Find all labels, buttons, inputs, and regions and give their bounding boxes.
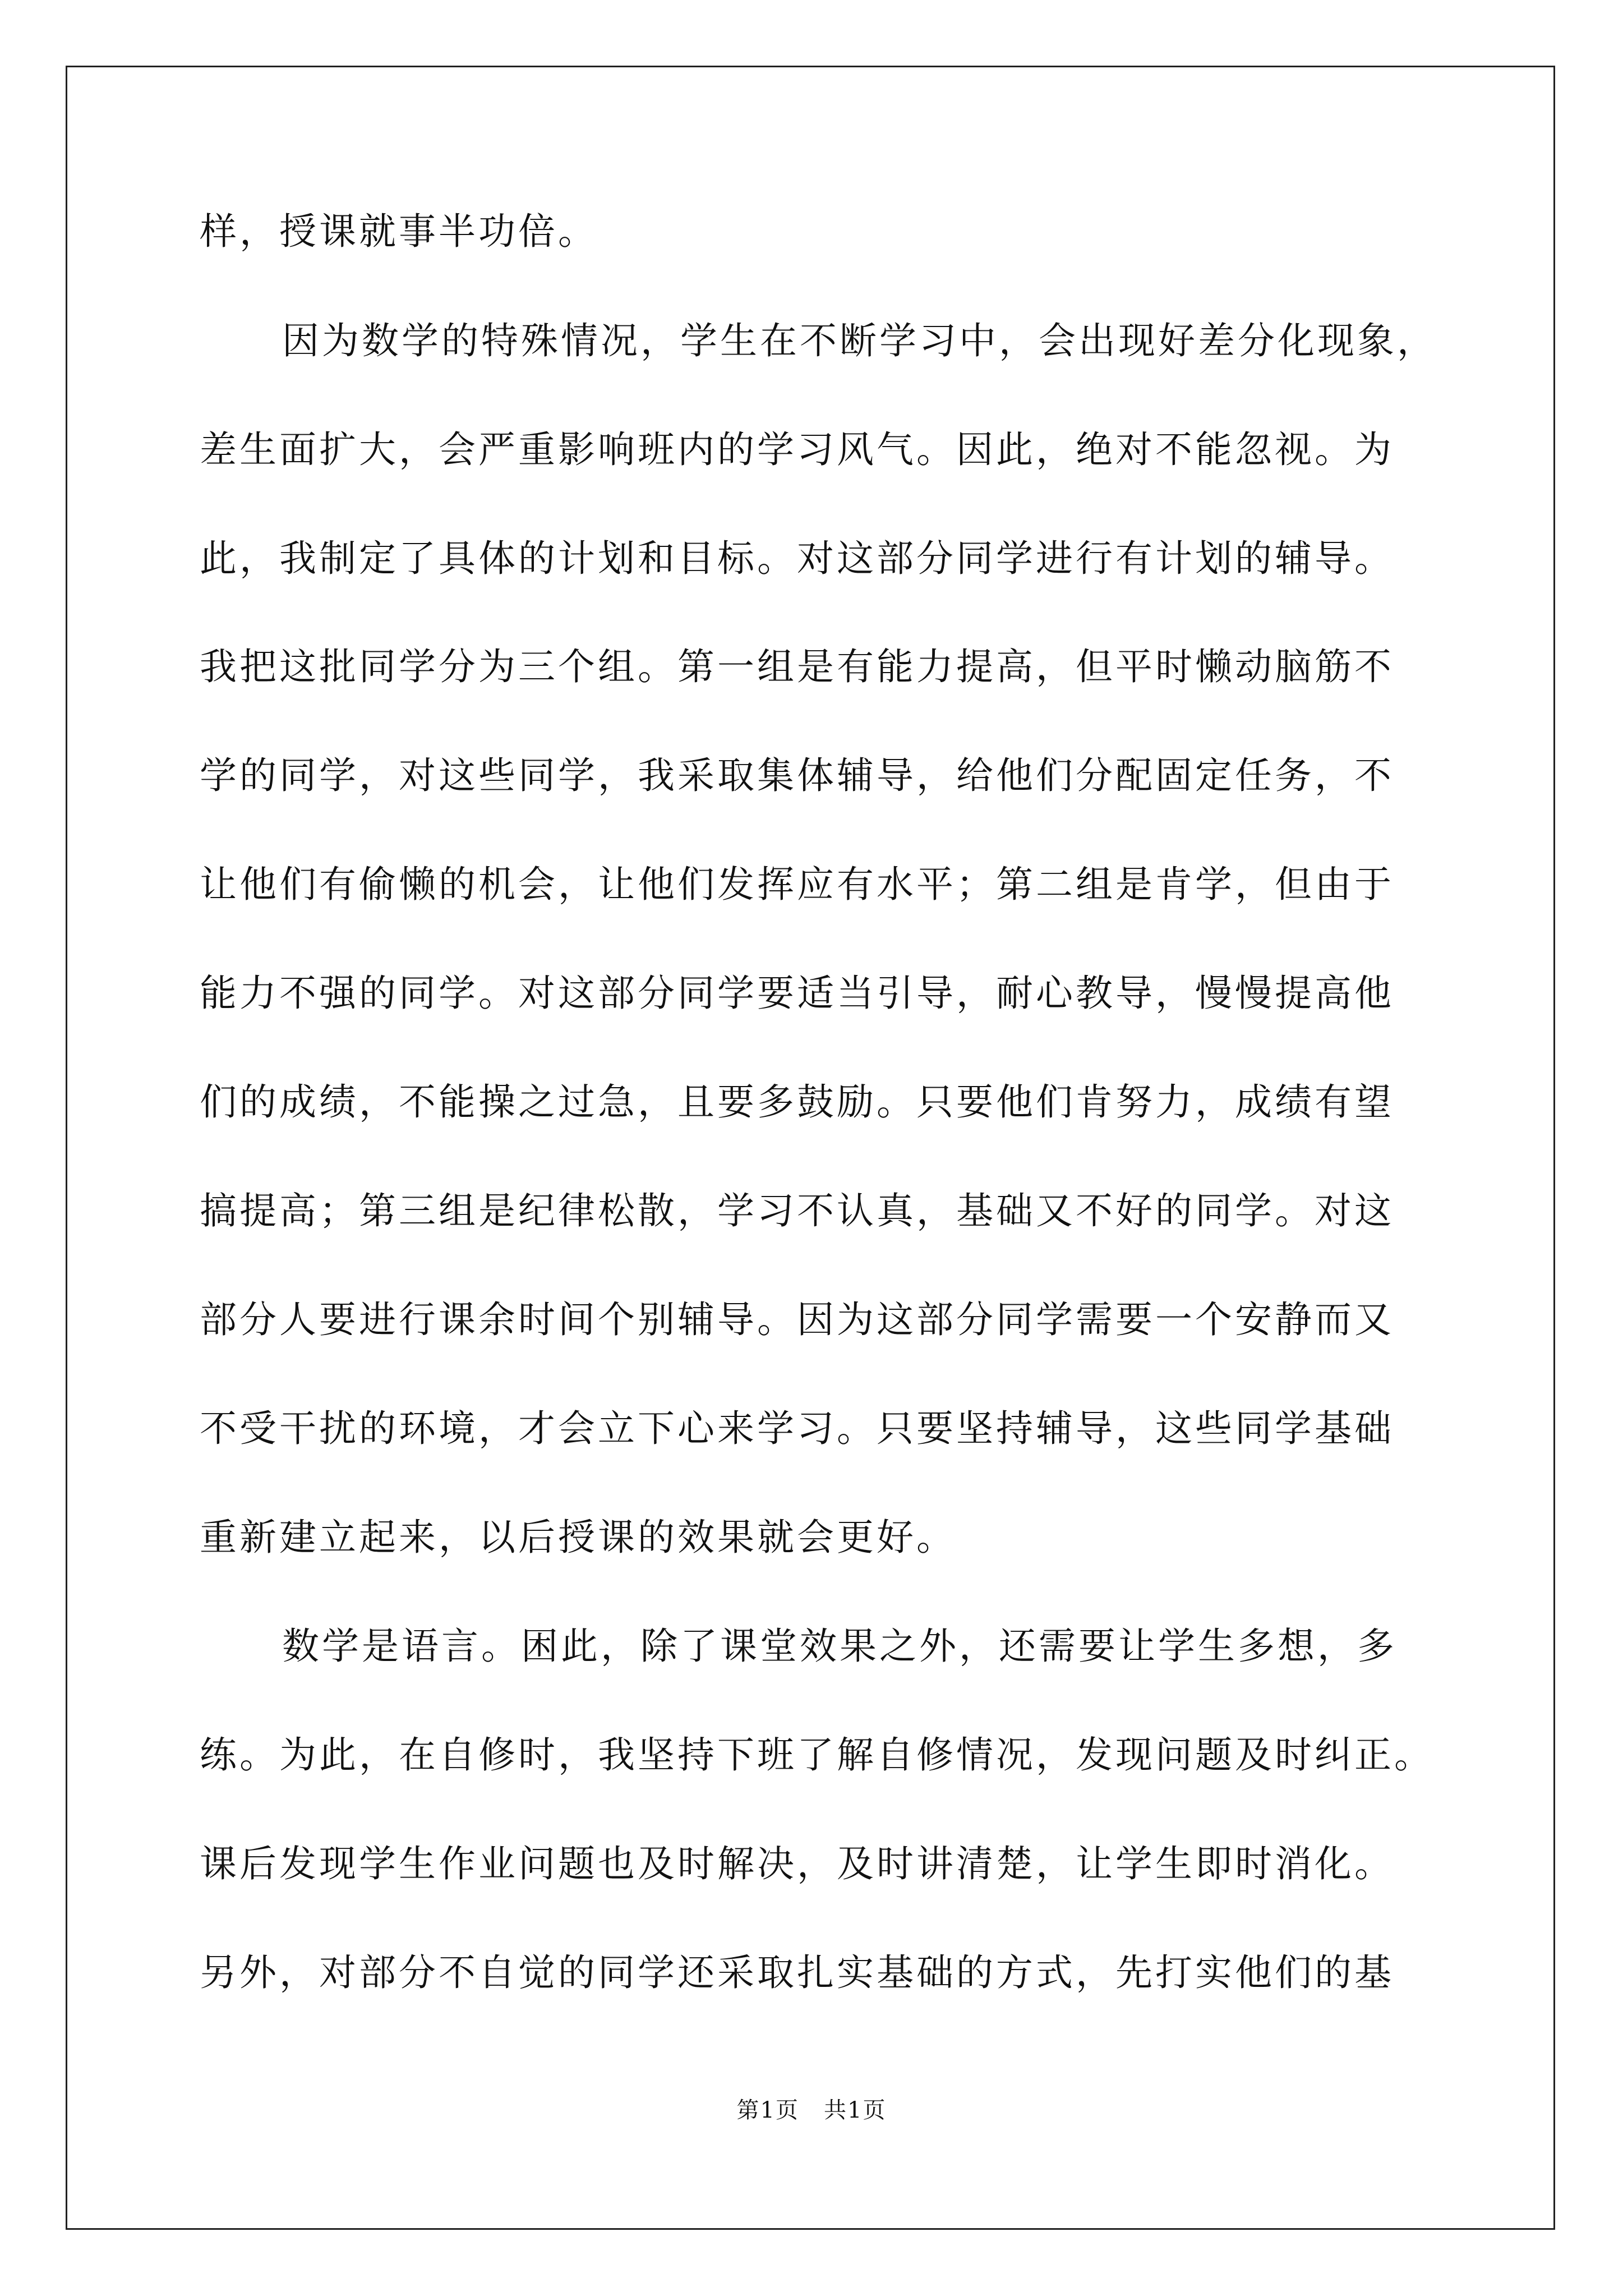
page-number-current: 第1页 <box>736 2097 799 2123</box>
text-line: 不受干扰的环境，才会立下心来学习。只要坚持辅导，这些同学基础 <box>200 1407 1394 1450</box>
page-number-total: 共1页 <box>824 2097 887 2123</box>
text-line: 此，我制定了具体的计划和目标。对这部分同学进行有计划的辅导。 <box>200 537 1394 580</box>
text-line: 样，授课就事半功倍。 <box>200 210 598 253</box>
text-line: 差生面扩大，会严重影响班内的学习风气。因此，绝对不能忽视。为 <box>200 428 1394 471</box>
text-line: 重新建立起来，以后授课的效果就会更好。 <box>200 1516 956 1559</box>
text-line: 们的成绩，不能操之过急，且要多鼓励。只要他们肯努力，成绩有望 <box>200 1080 1394 1124</box>
text-line: 能力不强的同学。对这部分同学要适当引导，耐心教导，慢慢提高他 <box>200 972 1394 1015</box>
text-line: 课后发现学生作业问题也及时解决，及时讲清楚，让学生即时消化。 <box>200 1842 1394 1885</box>
paragraph-start-line: 因为数学的特殊情况，学生在不断学习中，会出现好差分化现象， <box>282 319 1437 362</box>
page-border <box>66 66 1555 2230</box>
text-line: 另外，对部分不自觉的同学还采取扎实基础的方式，先打实他们的基 <box>200 1951 1394 1994</box>
text-line: 让他们有偷懒的机会，让他们发挥应有水平；第二组是肯学，但由于 <box>200 863 1394 906</box>
text-line: 部分人要进行课余时间个别辅导。因为这部分同学需要一个安静而又 <box>200 1298 1394 1341</box>
text-line: 搞提高；第三组是纪律松散，学习不认真，基础又不好的同学。对这 <box>200 1189 1394 1232</box>
page-footer <box>0 2096 1623 2124</box>
text-line: 学的同学，对这些同学，我采取集体辅导，给他们分配固定任务，不 <box>200 754 1394 797</box>
text-line: 练。为此，在自修时，我坚持下班了解自修情况，发现问题及时纠正。 <box>200 1733 1434 1777</box>
text-line: 我把这批同学分为三个组。第一组是有能力提高，但平时懒动脑筋不 <box>200 645 1394 688</box>
paragraph-start-line: 数学是语言。困此，除了课堂效果之外，还需要让学生多想，多 <box>282 1625 1397 1668</box>
